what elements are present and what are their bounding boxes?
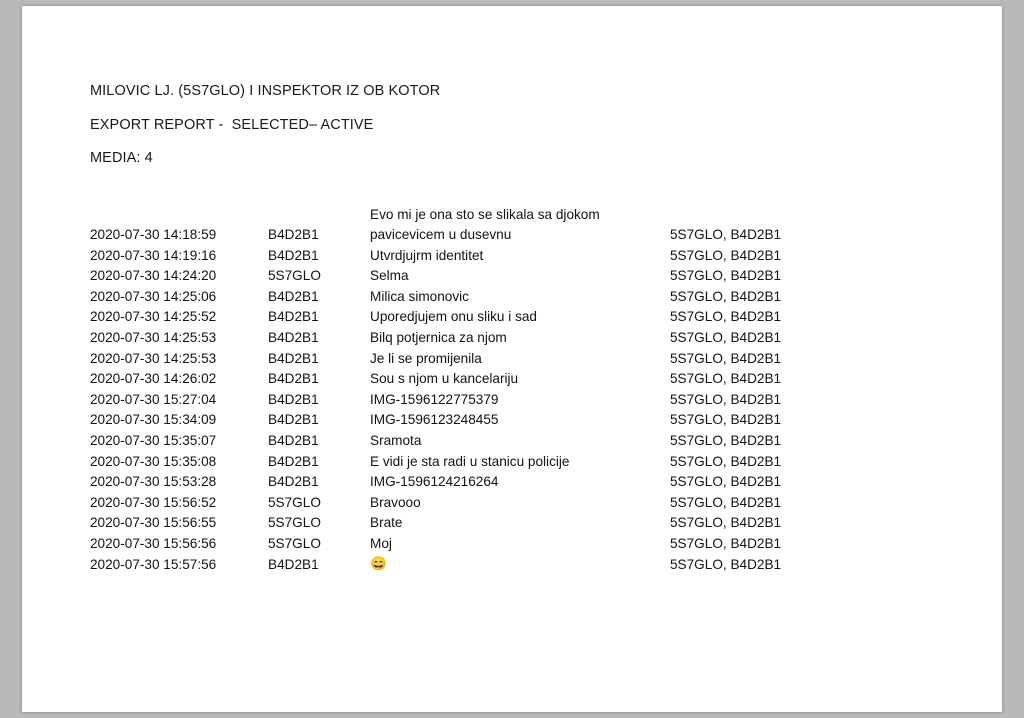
cell-message: E vidi je sta radi u stanicu policije	[370, 453, 570, 469]
report-media-count: MEDIA: 4	[90, 150, 153, 166]
cell-sender: 5S7GLO	[268, 494, 321, 510]
table-row	[90, 330, 830, 351]
cell-participants: 5S7GLO, B4D2B1	[670, 412, 782, 428]
cell-participants: 5S7GLO, B4D2B1	[670, 288, 782, 304]
table-row	[90, 371, 830, 392]
cell-message: Je li se promijenila	[370, 350, 482, 366]
cell-participants: 5S7GLO, B4D2B1	[670, 515, 782, 531]
cell-sender: B4D2B1	[268, 474, 319, 490]
cell-message: IMG-1596124216264	[370, 474, 499, 490]
table-row	[90, 495, 830, 516]
cell-message: IMG-1596123248455	[370, 412, 499, 428]
cell-participants: 5S7GLO, B4D2B1	[670, 268, 782, 284]
cell-time: 2020-07-30 15:27:04	[90, 391, 217, 407]
cell-participants: 5S7GLO, B4D2B1	[670, 494, 782, 510]
cell-participants: 5S7GLO, B4D2B1	[670, 474, 782, 490]
cell-participants: 5S7GLO, B4D2B1	[670, 433, 782, 449]
cell-participants: 5S7GLO, B4D2B1	[670, 391, 782, 407]
cell-participants: 5S7GLO, B4D2B1	[670, 247, 782, 263]
cell-sender	[268, 207, 370, 228]
report-subtitle: EXPORT REPORT - SELECTED– ACTIVE	[90, 116, 374, 133]
cell-sender: 5S7GLO	[268, 536, 321, 551]
cell-message: Bilq potjernica za njom	[370, 330, 507, 346]
cell-message: Uporedjujem onu sliku i sad	[370, 309, 537, 325]
document-page	[22, 6, 1002, 712]
cell-sender: B4D2B1	[268, 288, 319, 304]
cell-participants: 5S7GLO, B4D2B1	[670, 536, 782, 551]
table-row	[90, 454, 830, 475]
cell-time: 2020-07-30 14:24:20	[90, 268, 217, 284]
cell-participants: 5S7GLO, B4D2B1	[670, 227, 782, 243]
table-row	[90, 392, 830, 413]
table-row	[90, 536, 830, 557]
cell-participants: 5S7GLO, B4D2B1	[670, 556, 782, 572]
report-header	[90, 84, 950, 166]
cell-sender: B4D2B1	[268, 556, 319, 572]
cell-time: 2020-07-30 14:25:53	[90, 350, 217, 366]
cell-time: 2020-07-30 14:25:06	[90, 288, 217, 304]
table-row	[90, 227, 830, 248]
cell-message: Utvrdjujrm identitet	[370, 247, 484, 263]
cell-time: 2020-07-30 15:57:56	[90, 556, 217, 572]
cell-time: 2020-07-30 14:19:16	[90, 247, 217, 263]
cell-sender: B4D2B1	[268, 412, 319, 428]
cell-participants: 5S7GLO, B4D2B1	[670, 350, 782, 366]
cell-message: pavicevicem u dusevnu	[370, 227, 512, 243]
cell-sender: B4D2B1	[268, 330, 319, 346]
table-row-continuation	[90, 207, 830, 228]
cell-participants: 5S7GLO, B4D2B1	[670, 330, 782, 346]
cell-time: 2020-07-30 14:25:52	[90, 309, 217, 325]
cell-time: 2020-07-30 15:53:28	[90, 474, 217, 490]
cell-message: Sou s njom u kancelariju	[370, 371, 519, 387]
cell-sender: 5S7GLO	[268, 268, 321, 284]
cell-message: Milica simonovic	[370, 288, 469, 304]
table-row	[90, 309, 830, 330]
table-row	[90, 515, 830, 536]
cell-time: 2020-07-30 15:56:55	[90, 515, 217, 531]
cell-time: 2020-07-30 15:56:56	[90, 536, 217, 551]
cell-sender: B4D2B1	[268, 350, 319, 366]
cell-sender: B4D2B1	[268, 391, 319, 407]
cell-time: 2020-07-30 15:35:07	[90, 433, 217, 449]
cell-sender: B4D2B1	[268, 227, 319, 243]
cell-sender: B4D2B1	[268, 371, 319, 387]
report-title: MILOVIC LJ. (5S7GLO) I INSPEKTOR IZ OB KOTOR	[90, 83, 441, 99]
cell-message: Selma	[370, 268, 409, 284]
cell-participants: 5S7GLO, B4D2B1	[670, 309, 782, 325]
table-row	[90, 351, 830, 372]
cell-time: 2020-07-30 14:26:02	[90, 371, 217, 387]
cell-message: Evo mi je ona sto se slikala sa djokom	[370, 206, 600, 222]
cell-time: 2020-07-30 15:56:52	[90, 494, 217, 510]
cell-message: Brate	[370, 515, 403, 531]
table-row	[90, 268, 830, 289]
table-row	[90, 412, 830, 433]
document-body	[90, 84, 950, 577]
cell-time: 2020-07-30 15:34:09	[90, 412, 217, 428]
table-row	[90, 248, 830, 269]
cell-message: Moj	[370, 536, 392, 551]
cell-message: Sramota	[370, 433, 422, 449]
table-row	[90, 433, 830, 454]
cell-sender: B4D2B1	[268, 433, 319, 449]
cell-time: 2020-07-30 14:18:59	[90, 227, 217, 243]
cell-message: 😄	[370, 555, 387, 571]
cell-message: IMG-1596122775379	[370, 391, 499, 407]
cell-message: Bravooo	[370, 494, 421, 510]
cell-sender: B4D2B1	[268, 309, 319, 325]
message-log	[90, 207, 950, 578]
cell-participants	[670, 207, 830, 228]
cell-sender: B4D2B1	[268, 247, 319, 263]
table-row	[90, 557, 830, 578]
cell-time: 2020-07-30 14:25:53	[90, 330, 217, 346]
message-table-body	[90, 207, 830, 578]
cell-sender: B4D2B1	[268, 453, 319, 469]
cell-sender: 5S7GLO	[268, 515, 321, 531]
cell-participants: 5S7GLO, B4D2B1	[670, 453, 782, 469]
cell-time	[90, 207, 268, 228]
table-row	[90, 474, 830, 495]
message-table	[90, 207, 830, 578]
table-row	[90, 289, 830, 310]
cell-time: 2020-07-30 15:35:08	[90, 453, 217, 469]
cell-participants: 5S7GLO, B4D2B1	[670, 371, 782, 387]
